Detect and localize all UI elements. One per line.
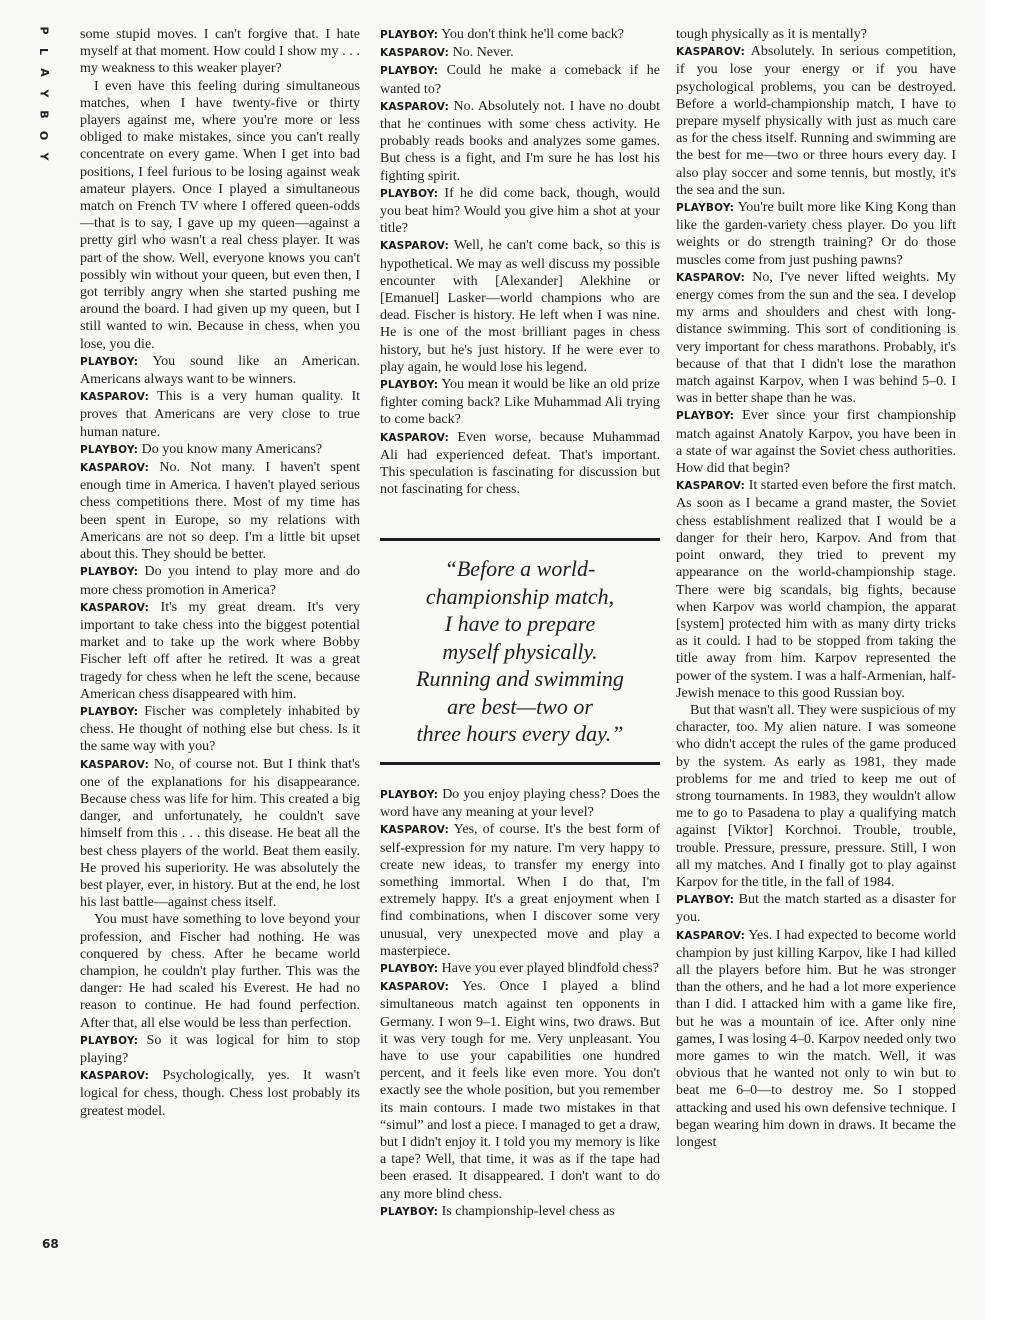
article-paragraph: [80, 599, 360, 703]
article-paragraph: [80, 353, 360, 388]
paragraph-text: Could he make a comeback if he wanted to?: [380, 63, 661, 97]
article-paragraph: [380, 1203, 660, 1221]
article-paragraph: [380, 185, 660, 238]
speaker-label: KASPAROV:: [380, 100, 450, 113]
mag-letter: B: [37, 110, 51, 119]
article-paragraph: [380, 960, 660, 978]
article-paragraph: [80, 911, 360, 1031]
article-paragraph: [380, 978, 660, 1203]
article-paragraph: [676, 927, 956, 1152]
article-paragraph: [80, 388, 360, 441]
paragraph-text: some stupid moves. I can't forgive that. I hate myself at that moment. How could I show my . . . my weakness to this weaker player?: [80, 27, 360, 77]
speaker-label: KASPAROV:: [80, 601, 150, 614]
pull-quote-text: [380, 541, 660, 762]
paragraph-text: Do you enjoy playing chess? Does the word have any meaning at your level?: [380, 787, 660, 821]
speaker-label: PLAYBOY:: [80, 705, 139, 718]
speaker-label: KASPAROV:: [380, 47, 450, 60]
speaker-label: PLAYBOY:: [676, 894, 735, 907]
paragraph-text: If he did come back, though, would you beat him? Would you give him a shot at your title?: [380, 185, 661, 237]
paragraph-text: I even have this feeling during simultaneous matches, when I have twenty-five or thirty players against me, where you're more or less obliged to make mistakes, since you can't really concentrate on every game. When I get into bad positions, I feel furious to be losing against weak amateur players. Once I played a simultaneous match on French TV where I offered queen-odds—that is to say, I gave up my queen—against a pretty girl who wasn't a real chess player. It was part of the show. Well, everyone knows you can't possibly win without your queen, but even then, I got terribly angry when she started pushing me around the board. I had given up my queen, but I still wanted to win. Because in chess, when you lose, you die.: [80, 78, 360, 352]
article-paragraph: [676, 477, 956, 702]
paragraph-text: This is a very human quality. It proves that Americans are very close to true human nature.: [80, 389, 360, 440]
speaker-label: KASPAROV:: [380, 824, 450, 837]
mag-letter: A: [37, 68, 51, 77]
paragraph-text: You don't think he'll come back?: [441, 27, 625, 42]
column-2-lower: [380, 786, 660, 1221]
paragraph-text: No. Never.: [452, 45, 514, 61]
speaker-label: PLAYBOY:: [80, 443, 139, 456]
column-1: [80, 26, 360, 1120]
paragraph-text: Psychologically, yes. It wasn't logical for chess, though. Chess lost probably its greatest model.: [80, 1068, 360, 1119]
speaker-label: PLAYBOY:: [380, 963, 439, 976]
article-paragraph: [380, 98, 660, 185]
article-paragraph: [80, 441, 360, 459]
article-paragraph: [676, 702, 956, 891]
speaker-label: KASPAROV:: [676, 271, 746, 284]
speaker-label: KASPAROV:: [80, 1070, 150, 1083]
paragraph-text: You're built more like King Kong than like the garden-variety chess player. Do you lift weights or do strength training? Or do those muscles come from just pushing pawns?: [676, 200, 957, 268]
paragraph-text: tough physically as it is mentally?: [676, 27, 867, 42]
magazine-name-vertical: [36, 25, 52, 162]
article-paragraph: [380, 786, 660, 821]
paragraph-text: Even worse, because Muhammad Ali had experienced defeat. That's important. This speculation is fascinating for discussion but not fascinating for chess.: [380, 429, 660, 498]
column-3: [676, 26, 956, 1151]
speaker-label: KASPAROV:: [80, 391, 150, 404]
speaker-label: PLAYBOY:: [80, 1034, 139, 1047]
paragraph-text: No, I've never lifted weights. My energy comes from the sun and the sea. I develop my arms and shoulders and chest with long-distance swimming. This sort of conditioning is very important for chess marathons. Probably, it's because of that that I didn't lose the marathon match against Karpov, when I was behind 5–0. I was in better shape than he was.: [676, 269, 957, 407]
article-paragraph: [80, 703, 360, 756]
paragraph-text: Have you ever played blindfold chess?: [441, 961, 659, 977]
paragraph-text: So it was logical for him to stop playing?: [80, 1032, 361, 1066]
article-paragraph: [676, 891, 956, 926]
paragraph-text: You sound like an American. Americans always want to be winners.: [80, 353, 360, 388]
article-paragraph: [676, 199, 956, 269]
paragraph-text: Absolutely. In serious competition, if you lose your energy or if you have psychological problems, you can be destroyed. Before a world-championship match, I have to prepare myself physically with just as much care as for the chess itself. Running and swimming are the best for me—two or three hours every day. I also play soccer and some tennis, but mostly, it's the sea and the sun.: [676, 44, 956, 198]
speaker-label: PLAYBOY:: [380, 29, 439, 41]
speaker-label: KASPAROV:: [380, 240, 450, 253]
article-paragraph: [676, 43, 956, 199]
pull-quote-line: are best—two or: [447, 693, 593, 719]
mag-letter: Y: [37, 89, 51, 98]
paragraph-text: Fischer was completely inhabited by chess. He thought of nothing else but chess. Is it the same way with you?: [80, 703, 360, 755]
speaker-label: KASPAROV:: [80, 462, 150, 475]
article-paragraph: [80, 26, 360, 78]
article-paragraph: [80, 563, 360, 598]
paragraph-text: Yes. Once I played a blind simultaneous match against ten opponents in Germany. I won 9–1. Eight wins, two draws. But it was very tough for me. Very unpleasant. You have to use your capabilities one hundred percent, and it feels like even more. You don't exactly see the whole position, but you remember its main contours. I made two mistakes in that “simul” and lost a piece. I managed to get a draw, but I didn't enjoy it. I told you my memory is like a tape? Well, that time, it was as if the tape had been erased. It disappeared. I don't want to do any more blind chess.: [380, 979, 660, 1202]
speaker-label: PLAYBOY:: [676, 410, 735, 423]
paragraph-text: But that wasn't all. They were suspicious of my character, too. My alien nature. I was someone who didn't accept the rules of the game produced by the system. As early as 1981, they made problems for me and tried to keep me out of strong tournaments. In 1983, they wouldn't allow me to go to Pasadena to play a qualifying match against [Viktor] Korchnoi. Trouble, trouble, trouble. Pressure, pressure, pressure. Still, I won all my matches. And I finally got to play against Karpov for the title, in the fall of 1984.: [676, 702, 956, 890]
paragraph-text: Ever since your first championship match against Anatoly Karpov, you have been in a state of war against the Soviet chess authorities. How did that begin?: [676, 408, 957, 477]
speaker-label: PLAYBOY:: [80, 566, 139, 579]
article-paragraph: [80, 756, 360, 912]
speaker-label: PLAYBOY:: [80, 355, 139, 368]
article-paragraph: [676, 26, 956, 43]
paragraph-text: Yes. I had expected to become world champion by just killing Karpov, like I had killed all the players before him. But he was stronger than the others, and he had a lot more experience than I did. I attacked him with a game like fire, but he was a mountain of ice. After only nine games, I was losing 4–0. Karpov needed only two more games to win the match. Well, it was obvious that he wanted not only to win but to beat me 6–0—to destroy me. So I stopped attacking and used his own defensive technique. I began wearing him down in draws. It became the longest: [676, 927, 957, 1150]
pull-quote-line: three hours every day.”: [416, 721, 624, 746]
article-paragraph: [380, 429, 660, 499]
paragraph-text: It's my great dream. It's very important to take chess into the biggest potential market and to take up the work where Bobby Fischer left off after he retired. It was a great tragedy for chess when he left the scene, because American chess disappeared with him.: [80, 599, 361, 702]
column-2: [380, 26, 660, 498]
paragraph-text: No, of course not. But I think that's one of the explanations for his disappearance. Because chess was life for him. This created a big danger, and unfortunately, he couldn't save himself from this . . . this disease. He beat all the best chess players of the world. Beat them easily. He proved his superiority. He was absolutely the best player, ever, in history. But at the end, he lost his last battle—against chess itself.: [80, 756, 360, 911]
article-paragraph: [380, 821, 660, 960]
mag-letter: L: [37, 47, 51, 56]
speaker-label: KASPAROV:: [380, 981, 450, 994]
paragraph-text: Is championship-level chess as: [441, 1203, 615, 1219]
speaker-label: KASPAROV:: [676, 46, 746, 59]
paragraph-text: Do you intend to play more and do more chess promotion in America?: [80, 564, 361, 598]
paragraph-text: Yes, of course. It's the best form of self-expression for my nature. I'm very happy to create new ideas, to transfer my energy into something immortal. When I do that, I'm extremely happy. It's a great enjoyment when I find combinations, when I discover some very unusual, very unexpected move and play a masterpiece.: [380, 822, 661, 959]
speaker-label: PLAYBOY:: [676, 202, 735, 215]
paragraph-text: No. Absolutely not. I have no doubt that he continues with some chess activity. He probably reads books and analyzes some games. But chess is a fight, and I'm sure he has lost his fighting spirit.: [380, 98, 660, 184]
speaker-label: KASPAROV:: [676, 929, 746, 942]
speaker-label: KASPAROV:: [380, 431, 450, 444]
speaker-label: KASPAROV:: [676, 480, 746, 493]
article-paragraph: [380, 376, 660, 429]
paragraph-text: Do you know many Americans?: [141, 441, 323, 457]
paragraph-text: It started even before the first match. As soon as I became a grand master, the Soviet chess establishment realized that I would be a danger for their hero, Karpov. And from that point onward, they tried to prevent my appearance on the world-championship stage. There were big scandals, big fights, because when Karpov was world champion, the apparat [system] protected him with as many dirty tricks as it could. I had to be stopped from taking the title away from him. Karpov represented the power of the system. I was a half-Armenian, half-Jewish menace to this good Russian boy.: [676, 478, 957, 701]
pull-quote-line: myself physically.: [442, 638, 598, 664]
article-paragraph: [80, 1067, 360, 1120]
mag-letter: Y: [37, 152, 51, 161]
speaker-label: PLAYBOY:: [380, 379, 439, 392]
speaker-label: PLAYBOY:: [380, 187, 439, 200]
pull-quote-line: championship match,: [425, 583, 615, 609]
article-paragraph: [676, 407, 956, 477]
paragraph-text: But the match started as a disaster for you.: [676, 892, 957, 926]
speaker-label: PLAYBOY:: [380, 65, 439, 78]
article-paragraph: [380, 237, 660, 376]
article-paragraph: [80, 78, 360, 353]
paragraph-text: You must have something to love beyond your profession, and Fischer had nothing. He was conquered by chess. After he became world champion, he couldn't play further. This was the danger: He had scaled his Everest. He had no reason to continue. He had found perfection. After that, all else would be less than perfection.: [80, 912, 360, 1031]
mag-letter: P: [37, 26, 51, 35]
paragraph-text: Well, he can't come back, so this is hypothetical. We may as well discuss my possible encounter with [Alexander] Alekhine or [Emanuel] Lasker—world champions who are dead. Fischer is history. He left when I was nine. He is one of the most brilliant pages in chess history, but he's just history. If he were ever to play again, he would lose his legend.: [380, 238, 660, 375]
pull-quote: [380, 538, 660, 768]
pull-quote-rule-bottom: [380, 762, 660, 765]
article-paragraph: [380, 26, 660, 44]
article-paragraph: [676, 269, 956, 408]
paragraph-text: You mean it would be like an old prize fighter coming back? Like Muhammad Ali trying to come back?: [380, 377, 660, 428]
pull-quote-line: Running and swimming: [416, 666, 624, 691]
mag-letter: O: [37, 130, 51, 141]
speaker-label: PLAYBOY:: [380, 789, 439, 801]
article-paragraph: [80, 459, 360, 563]
article-paragraph: [380, 62, 660, 97]
speaker-label: PLAYBOY:: [380, 1205, 439, 1218]
page-number: 68: [42, 1237, 59, 1251]
pull-quote-line: I have to prepare: [444, 611, 596, 636]
speaker-label: KASPAROV:: [80, 758, 150, 771]
article-paragraph: [80, 1032, 360, 1067]
pull-quote-line: “Before a world-: [444, 556, 596, 581]
paragraph-text: No. Not many. I haven't spent enough time in America. I haven't played serious chess competitions there. Most of my time has been spent in Europe, so my relations with Americans are not so deep. I'm a little bit upset about this. They should be better.: [80, 460, 361, 563]
article-paragraph: [380, 44, 660, 62]
